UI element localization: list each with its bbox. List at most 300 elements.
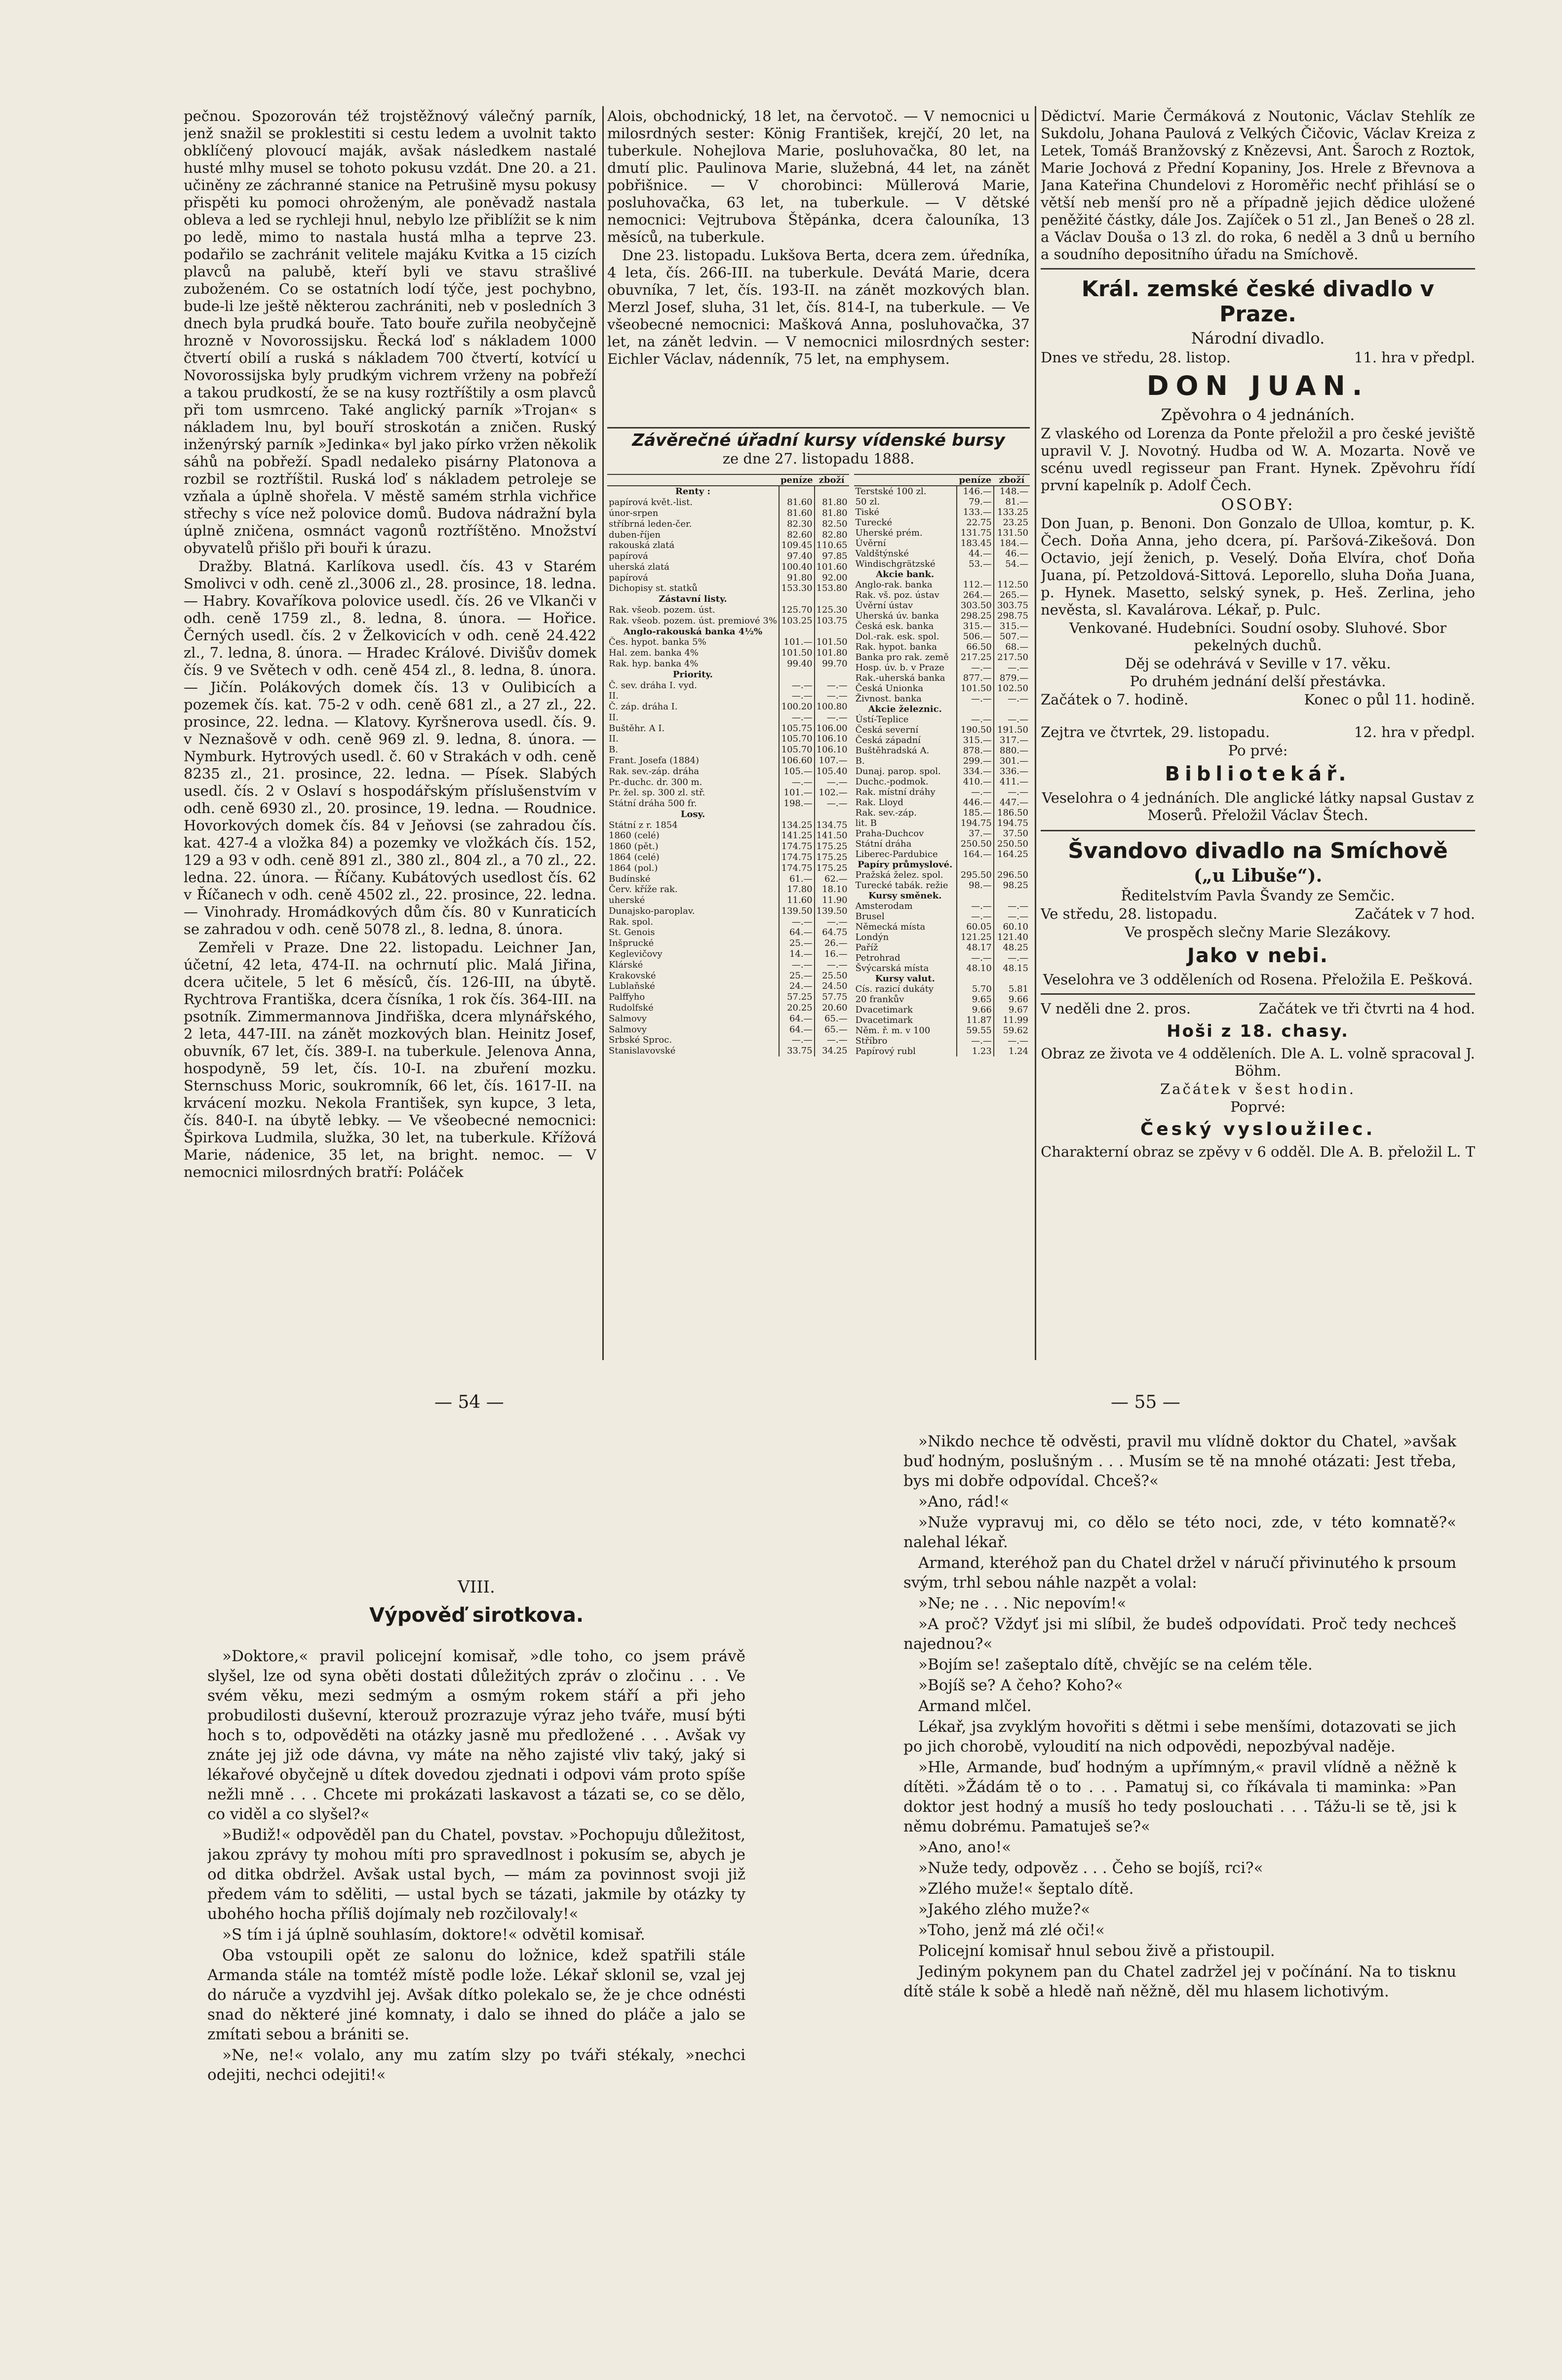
novel-paragraph: »Nuže tedy, odpověz . . . Čeho se bojíš, rci?« — [918, 1859, 1263, 1877]
table-row — [607, 702, 849, 712]
rate-label: Buštěhradská A. — [855, 745, 930, 756]
rate-goods: 23.25 — [994, 517, 1030, 528]
rate-money: 105.70 — [779, 734, 815, 744]
rate-money: 164.— — [957, 849, 994, 859]
rate-label: Terstské 100 zl. — [855, 486, 927, 497]
rate-goods: 11.90 — [815, 895, 849, 906]
rate-label: Salmovy — [609, 1024, 647, 1035]
rate-label: Londýn — [855, 932, 889, 942]
rate-money: 14.— — [779, 949, 815, 960]
rate-label: 1864 (pol.) — [609, 862, 658, 873]
rate-goods: 175.25 — [815, 852, 849, 863]
rate-label: Rudolfské — [609, 1002, 654, 1013]
theatre2-start-2: Začátek v šest hodin. — [1160, 1081, 1356, 1097]
table-row — [854, 797, 1030, 808]
rate-goods: 101.80 — [815, 648, 849, 659]
rate-money: 82.30 — [779, 518, 815, 529]
rate-money: 877.— — [957, 673, 994, 683]
rate-goods: 103.75 — [815, 615, 849, 626]
rate-label: Česká Unionka — [855, 683, 924, 694]
table-row — [854, 932, 1030, 942]
rate-label: rakouská zlatá — [609, 540, 675, 551]
table-row — [854, 683, 1030, 694]
rate-money: 295.50 — [957, 870, 994, 880]
rate-label: Švýcarská místa — [855, 963, 929, 974]
rate-goods: 98.25 — [994, 880, 1030, 891]
rate-money — [957, 891, 994, 901]
rate-money: 57.25 — [779, 992, 815, 1003]
page-number-left: — 54 — — [434, 1392, 504, 1412]
rate-label: Duchc.-podmok. — [855, 777, 929, 787]
rate-money: 11.60 — [779, 895, 815, 906]
table-row — [854, 745, 1030, 756]
rate-goods: 296.50 — [994, 870, 1030, 880]
rate-money: 103.25 — [779, 615, 815, 626]
rate-label: Rak. sev.-záp. — [855, 808, 917, 818]
table-row — [854, 673, 1030, 683]
rate-goods: 125.30 — [815, 605, 849, 616]
table-row — [854, 548, 1030, 559]
table-row — [854, 942, 1030, 953]
rate-goods: 46.— — [994, 548, 1030, 559]
table-row — [607, 691, 849, 702]
rate-goods: 92.00 — [815, 572, 849, 583]
rate-label: lit. B — [855, 818, 877, 828]
novel-paragraph: »Hle, Armande, buď hodným a upřímným,« pravil vlídně a něžně k dítěti. »Žádám tě o to . . . Pamatuj si, co říkávala ti maminka: »Pan doktor jest hodný a musíš ho tedy poslouchati . . . Tážu-li se tě, jsi k němu dobrému. Pamatuješ se?« — [903, 1758, 1456, 1835]
rate-label: 1864 (celé) — [609, 852, 660, 862]
table-row — [854, 559, 1030, 569]
rate-goods: 57.75 — [815, 992, 849, 1003]
rate-goods: 26.— — [815, 938, 849, 949]
rate-money: 101.50 — [957, 683, 994, 694]
rate-label: Papírový rubl — [855, 1046, 916, 1056]
novel-paragraph: »Jakého zlého muže?« — [918, 1901, 1091, 1918]
rate-label: Státní dráha 500 fr. — [609, 798, 697, 809]
rate-goods: 148.— — [994, 486, 1030, 497]
rate-money: —.— — [779, 916, 815, 927]
rate-money: 112.— — [957, 580, 994, 590]
rate-goods: 81.80 — [815, 497, 849, 508]
rate-label: Tiské — [855, 507, 880, 517]
table-row — [607, 680, 849, 691]
table-row — [854, 880, 1030, 891]
table-row — [607, 1046, 849, 1056]
rate-money: 101.50 — [779, 648, 815, 659]
rate-goods: 1.24 — [994, 1046, 1030, 1056]
rate-money: 174.75 — [779, 862, 815, 873]
rate-money: 64.— — [779, 927, 815, 938]
rate-goods: 106.10 — [815, 744, 849, 755]
rate-money: 1.23 — [957, 1046, 994, 1056]
rate-money: 53.— — [957, 559, 994, 569]
table-row — [854, 528, 1030, 538]
table-row — [854, 974, 1030, 984]
table-row — [854, 714, 1030, 725]
table-row — [854, 497, 1030, 507]
table-row — [607, 992, 849, 1003]
table-row — [854, 580, 1030, 590]
table-row — [607, 970, 849, 981]
rate-money: 9.65 — [957, 994, 994, 1005]
novel-paragraph: Armand, kteréhož pan du Chatel držel v náručí přivinutého k prsoum svým, trhl sebou náhle nazpět a volal: — [903, 1554, 1456, 1592]
table-row — [607, 615, 849, 626]
rate-goods: 411.— — [994, 777, 1030, 787]
rate-goods: 5.81 — [994, 984, 1030, 994]
novel-paragraph: Oba vstoupili opět ze salonu do ložnice, kdež spatřili stále Armanda stále na tomtéž místě podle lože. Lékař sklonil se, vzal jej do náruče a vyzdvihl jej. Avšak dítko polekalo se, že je chce odnésti snad do některé jiné komnaty, i dalo se ihned do pláče a jalo se zmítati sebou a brániti se. — [207, 1947, 745, 2043]
table-row — [854, 787, 1030, 797]
rate-goods: 25.50 — [815, 970, 849, 981]
rate-money: 33.75 — [779, 1046, 815, 1056]
rate-goods: 250.50 — [994, 839, 1030, 849]
table-row — [854, 621, 1030, 631]
theatre-subtitle: Národní divadlo. — [1191, 329, 1325, 348]
rate-money: 100.40 — [779, 562, 815, 573]
table-row — [607, 562, 849, 573]
rate-goods: 336.— — [994, 766, 1030, 777]
benefit: Ve prospěch slečny Marie Slezákovy. — [1125, 924, 1391, 940]
rate-goods: 81.— — [994, 497, 1030, 507]
rate-goods: 164.25 — [994, 849, 1030, 859]
rate-goods: 9.66 — [994, 994, 1030, 1005]
table-row — [854, 725, 1030, 735]
section-rule — [1041, 830, 1475, 831]
rate-goods: 315.— — [994, 621, 1030, 631]
rate-money: 20.25 — [779, 1003, 815, 1014]
rate-goods: 65.— — [815, 1013, 849, 1024]
rate-label: II. — [609, 734, 619, 744]
rate-goods: 106.00 — [815, 723, 849, 734]
rate-goods: 24.50 — [815, 981, 849, 992]
rate-money: 44.— — [957, 548, 994, 559]
table-row — [854, 766, 1030, 777]
rate-label: Buštěhr. A I. — [609, 723, 665, 734]
table-row — [854, 631, 1030, 642]
rate-label: Pr.-duchc. dr. 300 m. — [609, 777, 703, 787]
theatre2-subtitle: („u Libuše“). — [1193, 865, 1323, 886]
column-rule — [1035, 106, 1036, 1360]
rate-money: 410.— — [957, 777, 994, 787]
play-genre: Zpěvohra o 4 jednáních. — [1161, 405, 1355, 424]
rate-goods: 105.40 — [815, 766, 849, 777]
table-row — [607, 583, 849, 594]
novel-paragraph: »S tím i já úplně souhlasím, doktore!« odvětil komisař. — [222, 1926, 645, 1944]
novel-left-column — [207, 1577, 745, 2145]
rate-money: 264.— — [957, 590, 994, 600]
rate-money: 131.75 — [957, 528, 994, 538]
rate-goods: 82.80 — [815, 529, 849, 540]
chapter-number: VIII. — [458, 1577, 495, 1597]
rate-money: 106.60 — [779, 755, 815, 766]
rate-label: Rak. Lloyd — [855, 797, 903, 808]
rate-label: Zástavní listy. — [659, 594, 727, 605]
rate-label: Německá místa — [855, 922, 926, 932]
table-row — [854, 704, 1030, 714]
novel-paragraph: »Doktore,« pravil policejní komisař, »dle toho, co jsem právě slyšel, lze od syna oběti dostati důležitých zpráv o zločinu . . . Ve svém věku, mezi sedmým a osmým rokem stáří a při jeho probudilosti duševní, kterouž prozrazuje výraz jeho tváře, musí býti hoch s to, odpověděti na otázky jasně mu předložené . . . Avšak vy znáte jej již ode dávna, vy máte na něho zajisté vliv taký, jaký si lékařové obyčejně u dítek dovedou zjednati i odpovi vám proto spíše nežli mně . . . Chcete mi prokázati laskavost a tázati se, co se dělo, co viděl a co slyšel?« — [207, 1647, 745, 1823]
rate-label: II. — [609, 712, 619, 723]
rate-goods — [815, 594, 849, 605]
rate-goods: 265.— — [994, 590, 1030, 600]
table-row — [854, 694, 1030, 704]
novel-paragraph: »Budiž!« odpověděl pan du Chatel, povstav. »Pochopuju důležitost, jakou zprávy ty mohou míti pro spravedlnost i pokusím se, abych je od ditka obdržel. Avšak ustal bych, — mám za povinnost svoji již předem vám to sděliti, — ustal bych se tázati, jakmile by otázky ty ubohého hocha příliš dojímaly neb rozčilovaly!« — [207, 1826, 745, 1923]
rate-goods: 81.80 — [815, 508, 849, 519]
rate-goods: —.— — [994, 901, 1030, 911]
table-row — [854, 818, 1030, 828]
rate-goods: 18.10 — [815, 884, 849, 895]
rate-goods: 191.50 — [994, 725, 1030, 735]
rate-goods: —.— — [815, 1035, 849, 1046]
rate-label: Živnost. banka — [855, 694, 922, 704]
rate-goods: —.— — [815, 680, 849, 691]
rate-label: Rak. všeob. pozem. úst. premiové 3% — [609, 615, 777, 626]
rate-goods: 102.— — [815, 787, 849, 798]
rate-goods — [994, 704, 1030, 714]
rate-goods: 153.80 — [815, 583, 849, 594]
rate-label: Paříž — [855, 942, 878, 953]
theatre2-start: Začátek v 7 hod. — [1355, 905, 1475, 922]
column-1 — [184, 108, 596, 1362]
table-row — [607, 809, 849, 819]
rate-goods: 64.75 — [815, 927, 849, 938]
rate-label: Inšprucké — [609, 938, 654, 949]
rate-money: 217.25 — [957, 652, 994, 663]
table-row — [854, 1005, 1030, 1015]
rate-label: Petrohrad — [855, 953, 900, 963]
rate-goods: 20.60 — [815, 1003, 849, 1014]
rate-goods: 101.50 — [815, 637, 849, 648]
rate-label: Keglevičovy — [609, 949, 663, 960]
novel-paragraph: »Bojíš se? A čeho? Koho?« — [918, 1677, 1123, 1694]
rate-money: 194.75 — [957, 818, 994, 828]
novel-paragraph: Armand mlčel. — [918, 1697, 1032, 1715]
rate-money: 59.55 — [957, 1025, 994, 1036]
rate-label: B. — [855, 756, 865, 766]
theatre2-play: Jako v nebi. — [1187, 944, 1328, 967]
table-row — [854, 994, 1030, 1005]
rate-goods: 107.— — [815, 755, 849, 766]
rate-label: Rak. místní dráhy — [855, 787, 936, 797]
table-row — [854, 891, 1030, 901]
rate-goods — [994, 891, 1030, 901]
table-row — [607, 981, 849, 992]
rate-money: 101.— — [779, 787, 815, 798]
rate-goods — [815, 486, 849, 497]
rate-money: 101.— — [779, 637, 815, 648]
column-3 — [1041, 108, 1475, 1362]
rate-label: Turecké tabák. režie — [855, 880, 948, 891]
novel-paragraph: »A proč? Vždyť jsi mi slíbil, že budeš odpovídati. Proč tedy nechceš najednou?« — [903, 1615, 1456, 1653]
rate-goods — [815, 809, 849, 819]
table-row — [854, 808, 1030, 818]
column-rule — [602, 106, 604, 1360]
rate-label: Brusel — [855, 911, 885, 922]
rate-label: Úvěrní — [855, 538, 886, 548]
rate-goods: 65.— — [815, 1024, 849, 1035]
table-row — [607, 648, 849, 659]
ensemble: Venkované. Hudebníci. Soudní osoby. Sluhové. Sbor pekelných duchů. — [1069, 620, 1447, 654]
rate-money: 250.50 — [957, 839, 994, 849]
rate-money: 125.70 — [779, 605, 815, 616]
rate-money: 82.60 — [779, 529, 815, 540]
header-goods: zboží — [994, 474, 1030, 486]
rate-label: Akcie bank. — [876, 569, 935, 580]
theatre2-date: Ve středu, 28. listopadu. — [1041, 905, 1218, 922]
novel-paragraph: »Ano, ano!« — [918, 1838, 1012, 1856]
rate-money: 79.— — [957, 497, 994, 507]
rate-label: Dvacetimark — [855, 1015, 913, 1025]
rate-money: 81.60 — [779, 508, 815, 519]
rate-label: Stříbro — [855, 1036, 888, 1046]
table-row — [854, 963, 1030, 974]
rate-goods: 82.50 — [815, 518, 849, 529]
rate-label: Čes. hypot. banka 5% — [609, 637, 706, 648]
rate-money: 24.— — [779, 981, 815, 992]
start-time: Začátek o 7. hodině. — [1041, 691, 1189, 708]
rate-money: 139.50 — [779, 906, 815, 917]
rate-money — [779, 486, 815, 497]
rate-label: Kursy valut. — [875, 974, 935, 984]
novel-paragraph: Policejní komisař hnul sebou živě a přistoupil. — [918, 1942, 1275, 1960]
novel-paragraph: »Ne; ne . . . Nic nepovím!« — [918, 1595, 1127, 1612]
rate-money: 153.30 — [779, 583, 815, 594]
header-blank — [607, 474, 779, 486]
novel-paragraph: Jediným pokynem pan du Chatel zadržel jej v počínání. Na to tisknu dítě stále k sobě a hledě naň něžně, děl mu hlasem lichotivým. — [903, 1963, 1456, 2000]
table-row — [607, 540, 849, 551]
rate-money: —.— — [779, 777, 815, 787]
rate-goods: 121.40 — [994, 932, 1030, 942]
rate-money: 299.— — [957, 756, 994, 766]
table-row — [607, 744, 849, 755]
novel-paragraph: »Ano, rád!« — [918, 1493, 1010, 1511]
rate-goods: 34.25 — [815, 1046, 849, 1056]
rate-money: 506.— — [957, 631, 994, 642]
rate-goods: 139.50 — [815, 906, 849, 917]
rate-goods: 101.60 — [815, 562, 849, 573]
rate-money: —.— — [957, 714, 994, 725]
rate-money: 134.25 — [779, 819, 815, 830]
table-row — [607, 594, 849, 605]
rate-money — [779, 669, 815, 680]
rate-label: Pražská želez. spol. — [855, 870, 943, 880]
theatre2-desc-2: Obraz ze života ve 4 odděleních. Dle A. L. volně spracoval J. Böhm. — [1041, 1045, 1475, 1079]
rate-money: 315.— — [957, 621, 994, 631]
rate-label: papírová — [609, 572, 648, 583]
rate-goods: 112.50 — [994, 580, 1030, 590]
date-left: Dnes ve středu, 28. listop. — [1041, 349, 1231, 366]
novel-paragraph: »Bojím se! zašeptalo dítě, chvějíc se na celém těle. — [918, 1656, 1313, 1674]
rate-label: Česká esk. banka — [855, 621, 934, 631]
table-row — [607, 830, 849, 841]
rate-goods: 59.62 — [994, 1025, 1030, 1036]
table-row — [854, 1025, 1030, 1036]
table-row — [854, 1036, 1030, 1046]
rate-label: St. Genois — [609, 927, 655, 938]
table-row — [607, 949, 849, 960]
header-blank — [854, 474, 957, 486]
novel-paragraph: »Toho, jenž má zlé oči!« — [918, 1921, 1105, 1939]
table-row — [854, 590, 1030, 600]
rate-goods: —.— — [994, 787, 1030, 797]
table-row — [607, 873, 849, 884]
table-row — [607, 486, 849, 497]
chapter-title: Výpověď sirotkova. — [369, 1604, 584, 1627]
rate-goods: —.— — [994, 911, 1030, 922]
rate-goods: 110.65 — [815, 540, 849, 551]
novel-paragraph: »Ne, ne!« volalo, any mu zatím slzy po tváři stékaly, »nechci odejiti, nechci odejiti!« — [207, 2046, 745, 2084]
rate-money: 146.— — [957, 486, 994, 497]
rate-money — [957, 974, 994, 984]
theatre2-premiere-label: Poprvé: — [1230, 1098, 1286, 1115]
rate-label: Uherské prém. — [855, 528, 923, 538]
ice-news-paragraph: pečnou. Spozorován též trojstěžnový válečný parník, jenž snažil se proklestiti si cestu ledem a uvolnit takto obklíčený plovoucí maják, avšak následkem nastalé husté mlhy musel se tohoto pokusu vzdát. Dne 20. a 21. učiněny ze záchranné stanice na Petrušině mysu pokusy přispěti ku pomoci ohroženým, ale poněvadž nastala obleva a led se rychleji hnul, nebylo lze přiblížit se k nim po ledě, mimo to nastala hustá mlha a teprve 23. podařilo se zachránit velitele majáku Kvitka a 15 cizích plavců na palubě, kteří byli ve stavu strašlivé zuboženém. Co se ostatních lodí týče, jest pochybno, bude-li lze ještě některou zachrániti, neb v posledních 3 dnech byla prudká bouře. Tato bouře zuřila neobyčejně hrozně v Novorossijsku. Řecká loď s nákladem 1000 čtvertí obilí a ruská s nákladem 700 čtvertí, kotvící u Novorossijska byly prudkým vichrem vrženy na pobřeží a takou prudkostí, že se na kusy roztříštily a osm plavců při tom usmrceno. Také anglický parník »Trojan« s nákladem lnu, byl bouří stroskotán a zničen. Ruský inženýrský parník »Jedinka« byl jako pírko vržen několik sáhů na pobřeží. Spadl nedaleko pisárny Platonova a rozbil se roztříštil. Ruská loď s nákladem petroleje se vzňala a úplně shořela. V městě samém strhla vichřice střechy s více než polovice domů. Budova nádražní byla úplně zničena, osmnáct vagonů roztříštěno. Množství obyvatelů přišlo při bouři k úrazu. — [184, 108, 596, 556]
table-row — [607, 551, 849, 562]
rate-money: 185.— — [957, 808, 994, 818]
table-row — [607, 927, 849, 938]
rate-goods: 879.— — [994, 673, 1030, 683]
rate-label: Cís. razicí dukáty — [855, 984, 934, 994]
rate-label: Anglo-rakouská banka 4½% — [623, 626, 763, 637]
rate-label: Kursy směnek. — [868, 891, 942, 901]
table-row — [607, 497, 849, 508]
rate-goods: 317.— — [994, 735, 1030, 745]
deaths-23-paragraph: Dne 23. listopadu. Lukšova Berta, dcera zem. úředníka, 4 leta, čís. 266-III. na tuberkule. Devátá Marie, dcera obuvníka, 7 let, čís. 193-II. na zánět mozkových blan. Merzl Josef, sluha, 31 let, čís. 814-I, na tuberkule. — Ve všeobecné nemocnici: Mašková Anna, posluhovačka, 37 let, na zánět ledvin. — V nemocnici milosrdných sester: Eichler Václav, nádenník, 75 let, na emphysem. — [607, 247, 1030, 367]
theatre2-play-2: Hoši z 18. chasy. — [1167, 1021, 1349, 1041]
theatre-title: Král. zemské české divadlo v Praze. — [1081, 276, 1435, 327]
table-row — [854, 663, 1030, 673]
table-row — [854, 777, 1030, 787]
table-row — [607, 734, 849, 744]
rate-label: Česká severní — [855, 725, 919, 735]
deaths-continued-paragraph: Alois, obchodnický, 18 let, na červotoč. — V nemocnici u milosrdných sester: König František, krejčí, 20 let, na tuberkule. Nohejlova Marie, posluhovačka, 80 let, na dmutí plic. Paulinova Marie, služebná, 44 let, na zánět pobřišnice. — V chorobinci: Müllerová Marie, posluhovačka, 63 let, na tuberkule. — V dětské nemocnici: Vejtrubova Štěpánka, dcera čalouníka, 13 měsíců, na tuberkule. — [607, 108, 1030, 245]
table-row — [607, 798, 849, 809]
section-rule — [607, 427, 1030, 429]
table-row — [854, 984, 1030, 994]
table-row — [854, 652, 1030, 663]
rate-goods: —.— — [815, 798, 849, 809]
rate-label: 1860 (celé) — [609, 830, 660, 841]
table-row — [854, 828, 1030, 839]
rate-money — [957, 859, 994, 870]
section-rule — [1041, 993, 1475, 995]
rate-goods: 60.10 — [994, 922, 1030, 932]
rate-goods: 175.25 — [815, 862, 849, 873]
rate-money: 303.50 — [957, 600, 994, 611]
rate-goods: 217.50 — [994, 652, 1030, 663]
rate-money: —.— — [957, 901, 994, 911]
table-row — [854, 486, 1030, 497]
rate-money: 105.75 — [779, 723, 815, 734]
rate-goods — [994, 859, 1030, 870]
rate-money: —.— — [779, 691, 815, 702]
rate-money: —.— — [957, 911, 994, 922]
table-row — [607, 1035, 849, 1046]
rate-money: 48.10 — [957, 963, 994, 974]
rate-goods: —.— — [994, 663, 1030, 673]
rate-label: 50 zl. — [855, 497, 880, 507]
novel-paragraph: »Nikdo nechce tě odvěsti, pravil mu vlídně doktor du Chatel, »avšak buď hodným, poslušným . . . Musím se tě na mnohé otázati: Jest třeba, bys mi dobře odpovídal. Chceš?« — [903, 1433, 1456, 1490]
novel-paragraph: »Zlého muže!« šeptalo dítě. — [918, 1880, 1134, 1898]
rate-label: uherské — [609, 895, 645, 906]
theatre2-director: Ředitelstvím Pavla Švandy ze Semčic. — [1121, 887, 1395, 904]
theatre2-play-3: Český vysloužilec. — [1140, 1119, 1376, 1139]
rate-goods: 141.50 — [815, 830, 849, 841]
table-row — [607, 862, 849, 873]
table-row — [607, 1003, 849, 1014]
table-row — [607, 841, 849, 852]
rate-label: Salmovy — [609, 1013, 647, 1024]
table-row — [854, 870, 1030, 880]
header-money: peníze — [779, 474, 815, 486]
rate-goods: 62.— — [815, 873, 849, 884]
